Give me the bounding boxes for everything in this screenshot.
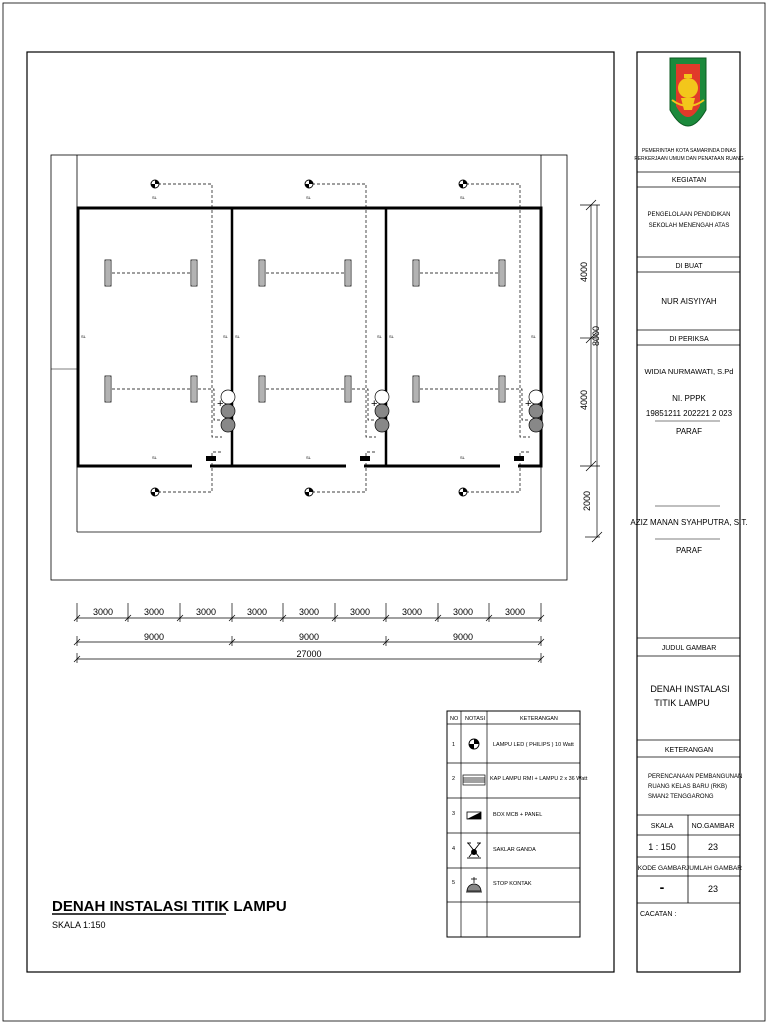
dim-3000: 3000 [246, 607, 268, 617]
kegiatan-line: SEKOLAH MENENGAH ATAS [648, 223, 730, 229]
judul-label: JUDUL GAMBAR [661, 645, 717, 652]
dim-3000: 3000 [452, 607, 474, 617]
vertical-dimensions [580, 200, 602, 542]
svg-text:SL: SL [460, 195, 465, 200]
diperiksa-label: DI PERIKSA [669, 336, 709, 343]
dim-2000: 2000 [582, 490, 592, 512]
signer-name: AZIZ MANAN SYAHPUTRA, S.T. [630, 518, 748, 527]
wiring [112, 184, 530, 492]
skala-value: 1 : 150 [648, 842, 676, 852]
agency-line: PEMERINTAH KOTA SAMARINDA DINAS [641, 148, 737, 154]
svg-text:+: + [371, 398, 378, 410]
double-switch-icon [467, 843, 481, 858]
kegiatan-line: PENGELOLAAN PENDIDIKAN [647, 212, 731, 218]
keterangan-line: SMAN2 TENGGARONG [648, 794, 714, 800]
drawing-title: DENAH INSTALASI TITIK LAMPU [52, 898, 287, 915]
skala-label: SKALA [650, 823, 674, 830]
legend-header-notasi: NOTASI [465, 716, 486, 722]
svg-text:+: + [217, 398, 224, 410]
legend-row-no: 3 [452, 811, 456, 817]
dim-9000: 9000 [452, 632, 474, 642]
dim-3000: 3000 [92, 607, 114, 617]
legend-row-no: 5 [452, 880, 456, 886]
legend-row-text: STOP KONTAK [493, 881, 532, 887]
svg-text:SL: SL [531, 334, 536, 339]
svg-text:SL: SL [152, 195, 157, 200]
sl-labels [81, 195, 537, 460]
svg-text:SL: SL [377, 334, 382, 339]
legend-row-no: 4 [452, 846, 456, 852]
dim-3000: 3000 [349, 607, 371, 617]
socket-icon [466, 877, 482, 892]
judul-line: TITIK LAMPU [654, 698, 710, 708]
legend-row-no: 1 [452, 742, 456, 748]
legend-row-text: LAMPU LED ( PHILIPS ) 10 Watt [493, 742, 574, 748]
led-lamps [151, 180, 467, 496]
svg-text:SL: SL [235, 334, 240, 339]
dim-27000: 27000 [296, 649, 322, 659]
jumlah-value: 23 [707, 884, 719, 894]
dim-3000: 3000 [195, 607, 217, 617]
city-emblem [670, 58, 706, 126]
dim-4000-top: 4000 [579, 261, 589, 283]
dim-3000: 3000 [298, 607, 320, 617]
legend-row-text: KAP LAMPU RMI + LAMPU 2 x 36 Watt [490, 776, 588, 782]
paraf-label: PARAF [675, 546, 703, 555]
dim-8000: 8000 [591, 325, 601, 347]
nip-label: NI. PPPK [672, 394, 706, 403]
dibuat-name: NUR AISYIYAH [661, 297, 717, 306]
kegiatan-label: KEGIATAN [671, 177, 707, 184]
catatan-label: CACATAN : [640, 911, 677, 918]
drawing-frame [27, 52, 614, 972]
dibuat-label: DI BUAT [675, 263, 703, 270]
nogambar-label: NO.GAMBAR [691, 823, 735, 830]
dim-9000: 9000 [143, 632, 165, 642]
legend-header-no: NO [450, 716, 459, 722]
svg-text:SL: SL [306, 455, 311, 460]
legend-header-keterangan: KETERANGAN [520, 716, 558, 722]
kode-value: - [659, 879, 665, 895]
floor-plan [51, 155, 567, 580]
legend-row-text: BOX MCB + PANEL [493, 812, 543, 818]
keterangan-line: PERENCANAAN PEMBANGUNAN [648, 774, 743, 780]
title-block-frame [637, 52, 743, 972]
nip-number: 19851211 202221 2 023 [645, 409, 733, 418]
dim-3000: 3000 [504, 607, 526, 617]
mcb-box-icon [467, 812, 481, 819]
svg-text:SL: SL [152, 455, 157, 460]
svg-text:SL: SL [81, 334, 86, 339]
dim-9000: 9000 [298, 632, 320, 642]
legend-table [447, 711, 588, 937]
led-lamp-icon [469, 739, 479, 749]
tl-lamps [105, 260, 505, 402]
dim-4000-bottom: 4000 [579, 389, 589, 411]
legend-row-text: SAKLAR GANDA [493, 847, 536, 853]
jumlah-label: JUMLAH GAMBAR [686, 865, 742, 872]
paraf-label: PARAF [675, 427, 703, 436]
switch-clusters [206, 390, 543, 461]
dim-3000: 3000 [401, 607, 423, 617]
svg-text:SL: SL [223, 334, 228, 339]
dim-3000: 3000 [143, 607, 165, 617]
judul-line: DENAH INSTALASI [650, 684, 730, 694]
nogambar-value: 23 [707, 842, 719, 852]
svg-text:SL: SL [306, 195, 311, 200]
agency-line: PERKERJAAN UMUM DAN PENATAAN RUANG [634, 156, 744, 162]
legend-row-no: 2 [452, 776, 456, 782]
svg-text:SL: SL [389, 334, 394, 339]
diperiksa-name: WIDIA NURMAWATI, S.Pd [644, 367, 734, 376]
kode-label: KODE GAMBAR [637, 865, 687, 872]
keterangan-label: KETERANGAN [664, 747, 714, 754]
drawing-scale: SKALA 1:150 [52, 920, 106, 930]
svg-text:+: + [525, 398, 532, 410]
keterangan-line: RUANG KELAS BARU (RKB) [648, 784, 728, 790]
tl-lamp-icon [463, 775, 485, 785]
svg-text:SL: SL [460, 455, 465, 460]
